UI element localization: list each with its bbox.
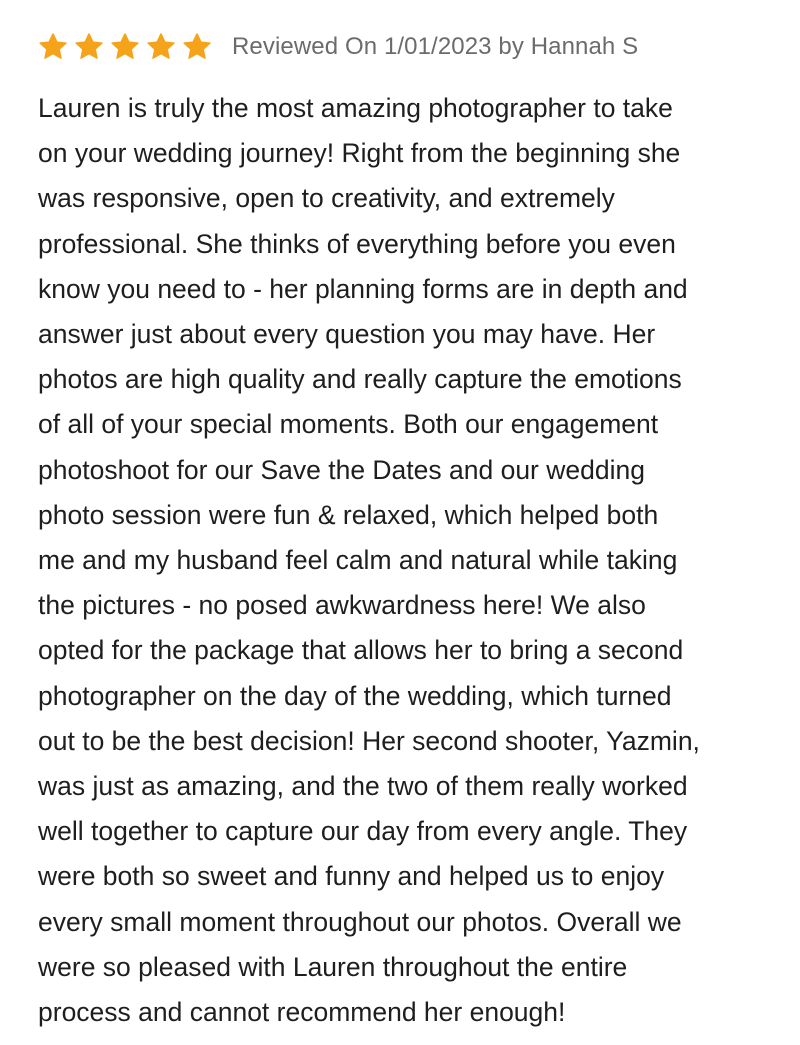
review-text-line: out to be the best decision! Her second shooter, Yazmin, xyxy=(38,725,700,756)
review-text-line: me and my husband feel calm and natural while taking xyxy=(38,545,678,576)
review-text-line: opted for the package that allows her to bring a second xyxy=(38,635,684,666)
star-rating xyxy=(38,32,212,62)
review-text-line: photo session were fun & relaxed, which helped both xyxy=(38,499,659,530)
review-text-line: photos are high quality and really capture the emotions xyxy=(38,364,682,395)
review-text-line: process and cannot recommend her enough! xyxy=(38,997,566,1028)
review-text-line: know you need to - her planning forms are in depth and xyxy=(38,273,688,304)
review-text-line: every small moment throughout our photos. Overall we xyxy=(38,906,682,937)
review-meta: Reviewed On 1/01/2023 by Hannah S xyxy=(232,33,639,60)
star-icon xyxy=(74,32,104,62)
star-icon xyxy=(146,32,176,62)
star-icon xyxy=(38,32,68,62)
star-icon xyxy=(110,32,140,62)
review-text-line: on your wedding journey! Right from the beginning she xyxy=(38,138,681,169)
review-text-line: well together to capture our day from every angle. They xyxy=(38,816,688,847)
review-text-line: were both so sweet and funny and helped us to enjoy xyxy=(38,861,665,892)
review-text-line: was responsive, open to creativity, and extremely xyxy=(38,183,615,214)
review-text-line: was just as amazing, and the two of them really worked xyxy=(38,771,688,802)
review-text-line: answer just about every question you may have. Her xyxy=(38,319,656,350)
review-text-line: the pictures - no posed awkwardness here! We also xyxy=(38,590,646,621)
review-text-line: photoshoot for our Save the Dates and our wedding xyxy=(38,454,645,485)
review-text-line: of all of your special moments. Both our engagement xyxy=(38,409,659,440)
review-text-line: Lauren is truly the most amazing photographer to take xyxy=(38,93,673,123)
review-header xyxy=(38,26,762,68)
review-text-line: professional. She thinks of everything before you even xyxy=(38,228,676,259)
review-body xyxy=(38,86,762,1035)
star-icon xyxy=(182,32,212,62)
review-text-line: photographer on the day of the wedding, which turned xyxy=(38,680,672,711)
review-text-line: were so pleased with Lauren throughout the entire xyxy=(38,951,628,982)
